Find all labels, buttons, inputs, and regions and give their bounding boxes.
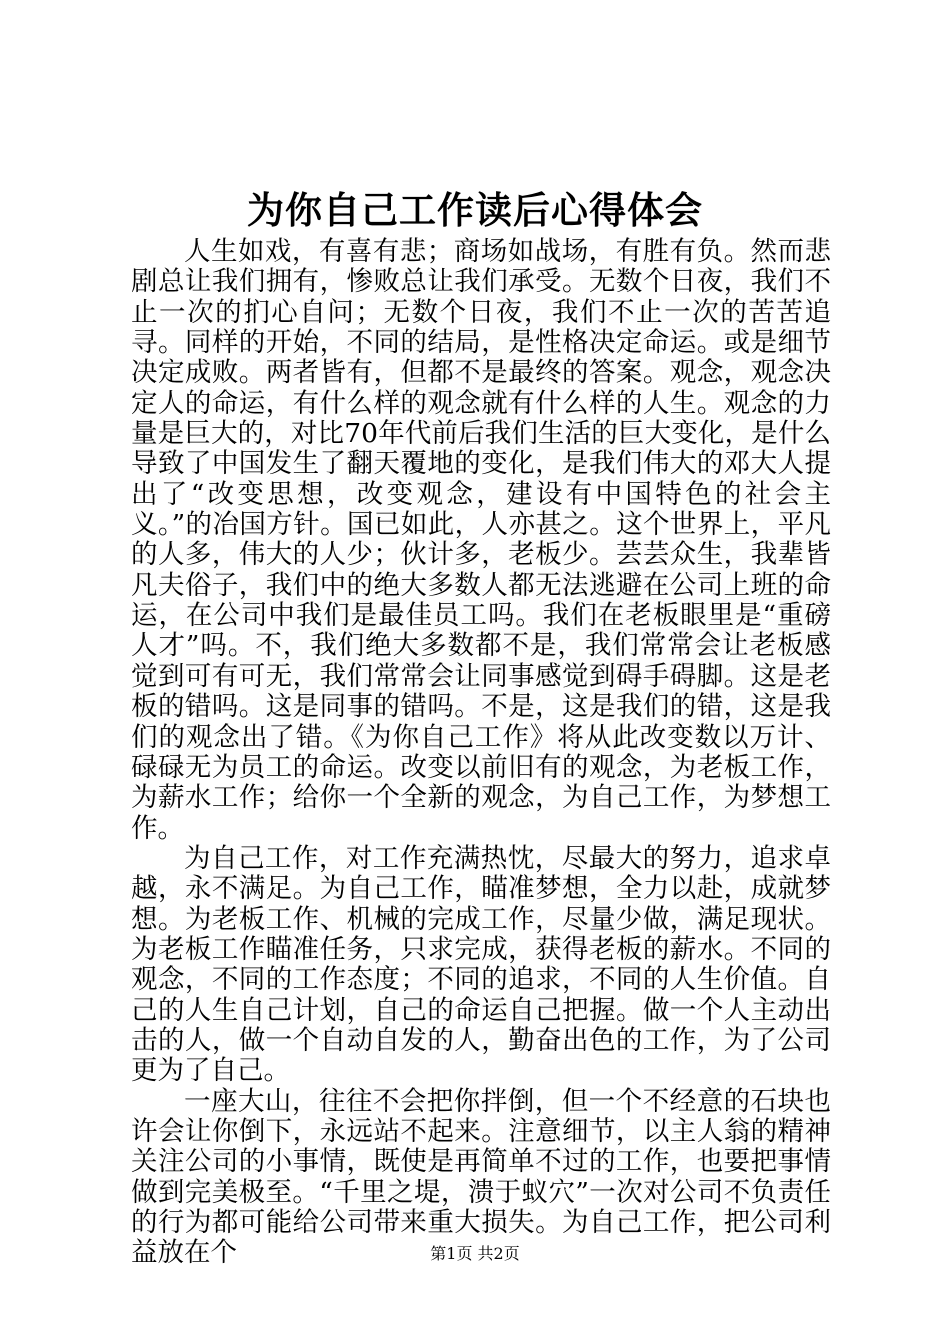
page-number-footer: 第1页 共2页	[430, 1244, 520, 1263]
paragraph-1: 人生如戏，有喜有悲；商场如战场，有胜有负。然而悲剧总让我们拥有，惨败总让我们承受。无数个日夜，我们不止一次的扪心自问；无数个日夜，我们不止一次的苦苦追寻。同样的开始，不同的结局，是性格决定命运。或是细节决定成败。两者皆有，但都不是最终的答案。观念，观念决定人的命运，有什么样的观念就有什么样的人生。观念的力量是巨大的，对比70年代前后我们生活的巨大变化，是什么导致了中国发生了翻天覆地的变化，是我们伟大的邓大人提出了“改变思想，改变观念，建设有中国特色的社会主义。”的冶国方针。国已如此，人亦甚之。这个世界上，平凡的人多，伟大的人少；伙计多，老板少。芸芸众生，我辈皆凡夫俗子，我们中的绝大多数人都无法逃避在公司上班的命运，在公司中我们是最佳员工吗。我们在老板眼里是“重磅人才”吗。不，我们绝大多数都不是，我们常常会让老板感觉到可有可无，我们常常会让同事感觉到碍手碍脚。这是老板的错吗。这是同事的错吗。不是，这是我们的错，这是我们的观念出了错。《为你自己工作》将从此改变数以万计、碌碌无为员工的命运。改变以前旧有的观念，为老板工作，为薪水工作；给你一个全新的观念，为自己工作，为梦想工作。	[131, 236, 831, 844]
document-title: 为你自己工作读后心得体会	[247, 188, 703, 232]
document-body	[131, 237, 831, 1269]
paragraph-3: 一座大山，往往不会把你拌倒，但一个不经意的石块也许会让你倒下，永远站不起来。注意细节，以主人翁的精神关注公司的小事情，既使是再简单不过的工作，也要把事情做到完美极至。“千里之堤，溃于蚁穴”一次对公司不负责任的行为都可能给公司带来重大损失。为自己工作，把公司利益放在个	[131, 1085, 831, 1269]
paragraph-2: 为自己工作，对工作充满热忱，尽最大的努力，追求卓越，永不满足。为自己工作，瞄准梦想，全力以赴，成就梦想。为老板工作、机械的完成工作，尽量少做，满足现状。为老板工作瞄准任务，只求完成，获得老板的薪水。不同的观念，不同的工作态度；不同的追求，不同的人生价值。自己的人生自己计划，自己的命运自己把握。做一个人主动出击的人，做一个自动自发的人，勤奋出色的工作，为了公司更为了自己。	[131, 842, 831, 1087]
